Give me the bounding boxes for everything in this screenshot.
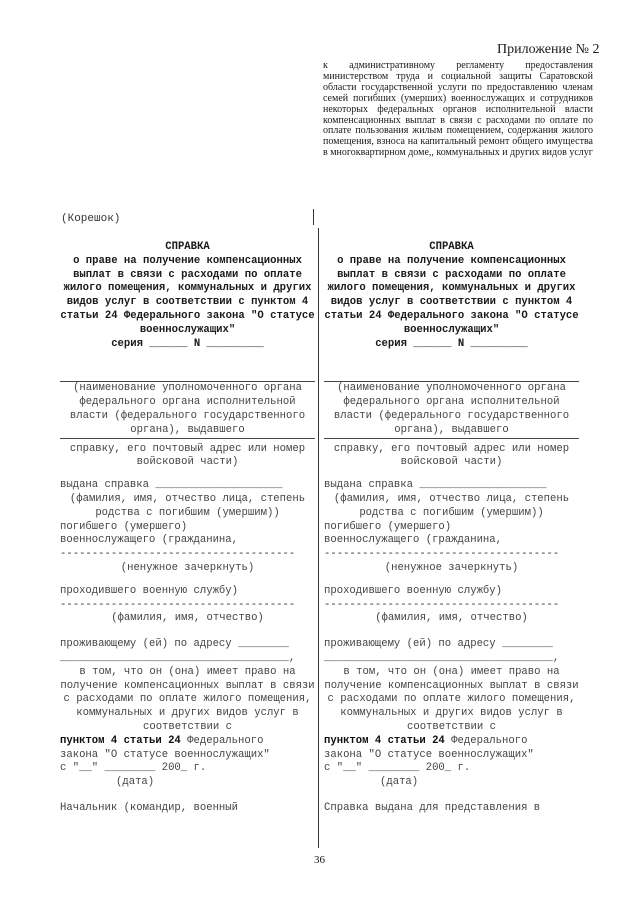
certificate-title: СПРАВКА	[429, 241, 474, 253]
authority-line	[60, 351, 315, 382]
deceased-text: погибшего (умершего)	[324, 520, 452, 533]
fio-hint: (фамилия, имя, отчество)	[111, 612, 264, 625]
column-divider-top	[313, 209, 314, 225]
strike-hint: (ненужное зачеркнуть)	[120, 561, 255, 574]
issued-to-line: выдана справка ____________________	[60, 479, 283, 492]
stub-last-line: Начальник (командир, военный	[60, 801, 239, 814]
certificate-subtitle: о праве на получение компенсационных выплат в связи с расходами по оплате жилого помещения, коммунальных и других видов услуг в соответствии с пунктом 4 статьи 24 Федерального закона "О статусе военнослужащих"	[60, 254, 315, 336]
address-underline: ____________________________________,	[324, 651, 560, 664]
serviceman-text: военнослужащего (гражданина,	[324, 534, 503, 547]
law-name: закона "О статусе военнослужащих"	[324, 748, 534, 761]
certificate-series: серия ______ N _________	[111, 337, 264, 350]
appendix-note: к административному регламенту предоставления министерством труда и социальной защиты Саратовской области государственной услуги по предоставлению членам семей погибших (умерших) военнослужащих и сотрудников некоторых федеральных органов исполнительной власти компенсационных выплат в связи с расходами по оплате по оплате пользования жилым помещением, содержания жилого помещения, взноса на капитальный ремонт общего имущества в многоквартирном доме,, коммунальных и других видов услуг	[323, 60, 593, 159]
strike-hint: (ненужное зачеркнуть)	[384, 561, 519, 574]
dash-line: -------------------------------------	[324, 598, 560, 611]
issued-to-line: выдана справка ____________________	[324, 479, 547, 492]
residing-line: проживающему (ей) по адресу ________	[324, 638, 553, 651]
law-point: пунктом 4 статьи 24	[60, 734, 181, 747]
main-last-line: Справка выдана для представления в	[324, 801, 541, 814]
certificate-series: серия ______ N _________	[375, 337, 528, 350]
served-text: проходившего военную службу)	[60, 584, 239, 597]
address-underline: ____________________________________,	[60, 651, 296, 664]
authority-hint: (наименование уполномоченного органа федерального органа исполнительной власти (федерального государственного органа), выдавшего	[324, 382, 579, 438]
federal-word: Федерального	[451, 734, 528, 747]
federal-word: Федерального	[187, 734, 264, 747]
served-text: проходившего военную службу)	[324, 584, 503, 597]
appendix-title: Приложение № 2	[497, 42, 600, 57]
page-number: 36	[314, 854, 325, 866]
dash-line: -------------------------------------	[60, 548, 296, 561]
law-point-line	[324, 735, 579, 749]
date-hint: (дата)	[380, 776, 419, 789]
date-line: с "__" ________ 200_ г.	[324, 762, 471, 775]
authority-hint: (наименование уполномоченного органа федерального органа исполнительной власти (федерального государственного органа), выдавшего	[60, 382, 315, 438]
date-hint: (дата)	[116, 776, 155, 789]
law-point-line	[60, 735, 315, 749]
right-text: в том, что он (она) имеет право на получение компенсационных выплат в связи с расходами по оплате жилого помещения, коммунальных и других видов услуг в соответствии с	[324, 665, 579, 733]
dash-line: -------------------------------------	[324, 548, 560, 561]
law-name: закона "О статусе военнослужащих"	[60, 748, 270, 761]
certificate-subtitle: о праве на получение компенсационных выплат в связи с расходами по оплате жилого помещения, коммунальных и других видов услуг в соответствии с пунктом 4 статьи 24 Федерального закона "О статусе военнослужащих"	[324, 254, 579, 336]
stub-label: (Корешок)	[61, 213, 121, 225]
authority-line	[324, 351, 579, 382]
certificate-column	[324, 241, 579, 816]
column-divider	[318, 228, 319, 848]
address-hint: справку, его почтовый адрес или номер войсковой части)	[333, 442, 570, 469]
deceased-text: погибшего (умершего)	[60, 520, 188, 533]
residing-line: проживающему (ей) по адресу ________	[60, 638, 289, 651]
right-text: в том, что он (она) имеет право на получение компенсационных выплат в связи с расходами по оплате жилого помещения, коммунальных и других видов услуг в соответствии с	[60, 665, 315, 733]
date-line: с "__" ________ 200_ г.	[60, 762, 207, 775]
dash-line: -------------------------------------	[60, 598, 296, 611]
serviceman-text: военнослужащего (гражданина,	[60, 534, 239, 547]
relative-hint: (фамилия, имя, отчество лица, степень родства с погибшим (умершим))	[333, 492, 570, 519]
fio-hint: (фамилия, имя, отчество)	[375, 612, 528, 625]
law-point: пунктом 4 статьи 24	[324, 734, 445, 747]
address-hint: справку, его почтовый адрес или номер войсковой части)	[69, 442, 306, 469]
relative-hint: (фамилия, имя, отчество лица, степень родства с погибшим (умершим))	[69, 492, 306, 519]
certificate-title: СПРАВКА	[165, 241, 210, 253]
stub-column	[60, 241, 315, 816]
